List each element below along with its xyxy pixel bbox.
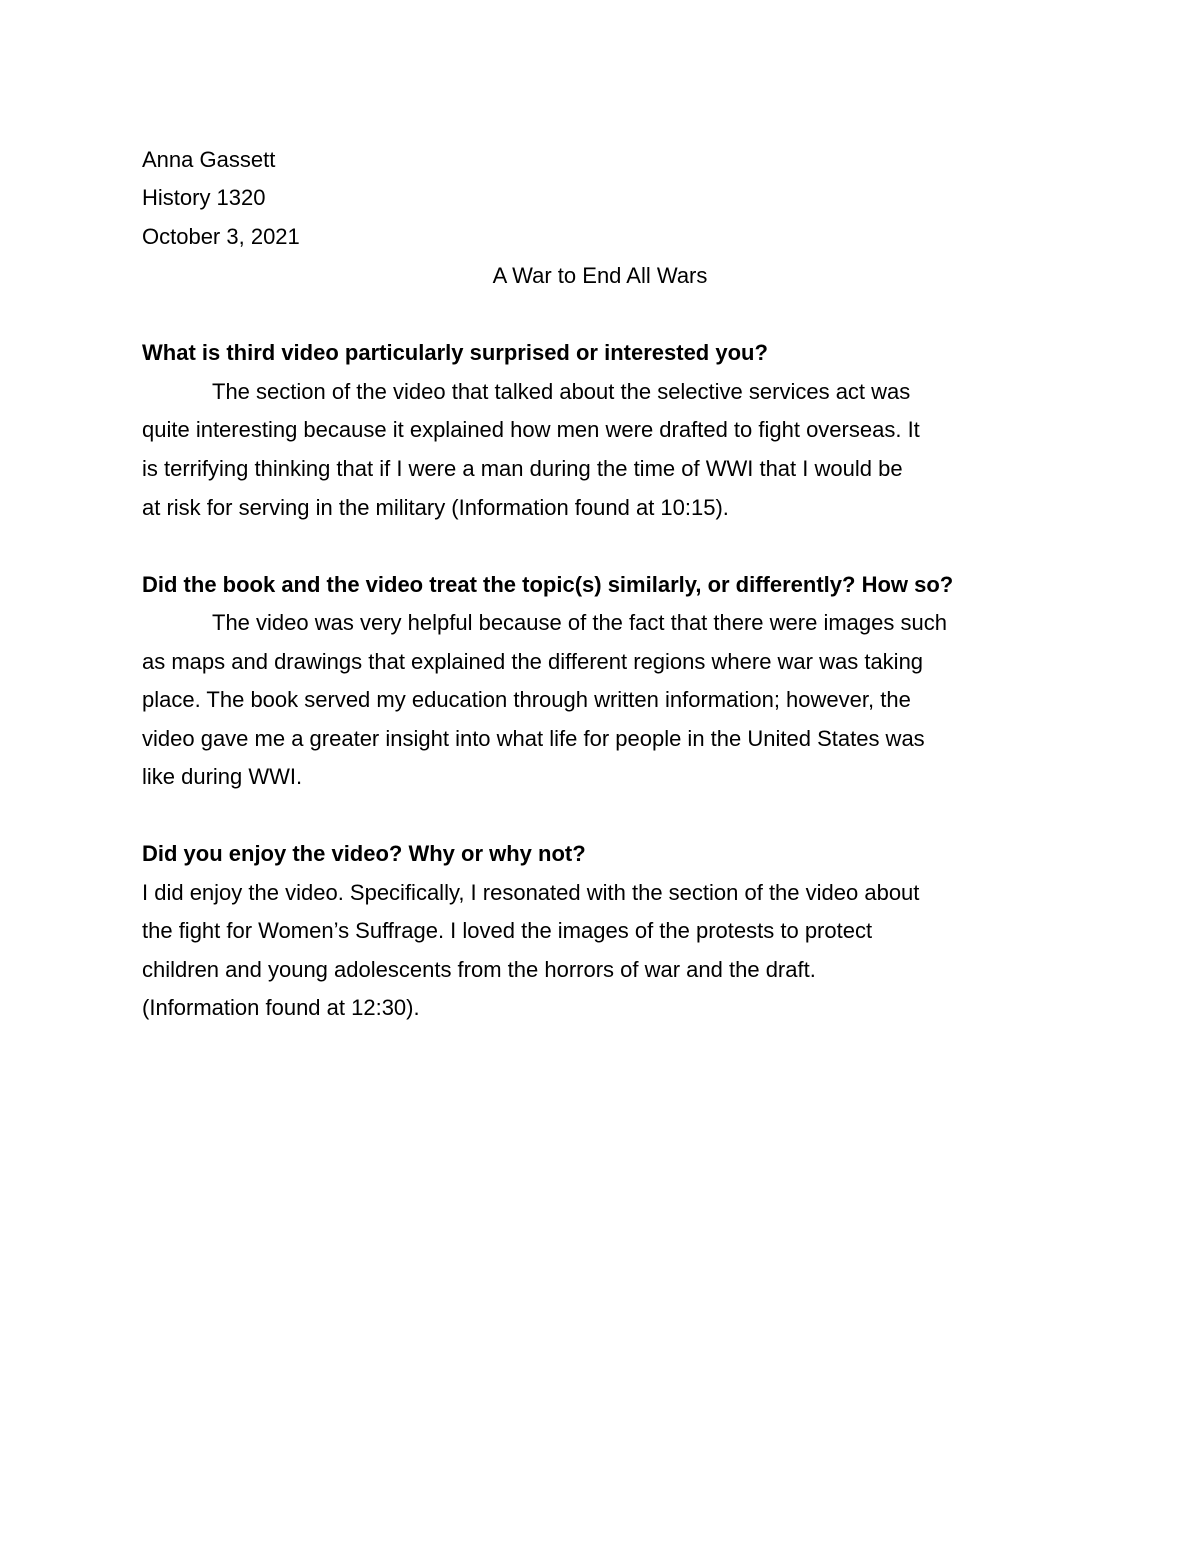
section-3-line: children and young adolescents from the horrors of war and the draft. (142, 957, 816, 982)
section-1-line: The section of the video that talked about the selective services act was (212, 379, 911, 404)
course-name: History 1320 (142, 185, 266, 210)
section-2-question: Did the book and the video treat the topic(s) similarly, or differently? How so? (142, 572, 954, 597)
document-date: October 3, 2021 (142, 224, 300, 249)
section-1-question: What is third video particularly surprised or interested you? (142, 340, 768, 365)
section-2-line: place. The book served my education through written information; however, the (142, 687, 911, 712)
section-3-question: Did you enjoy the video? Why or why not? (142, 841, 586, 866)
section-2-line: video gave me a greater insight into what life for people in the United States was (142, 726, 925, 751)
section-1-line: quite interesting because it explained how men were drafted to fight overseas. It (142, 417, 920, 442)
section-1-line: at risk for serving in the military (Information found at 10:15). (142, 495, 729, 520)
section-3-line: (Information found at 12:30). (142, 995, 420, 1020)
document-title: A War to End All Wars (492, 263, 708, 288)
section-1-line: is terrifying thinking that if I were a man during the time of WWI that I would be (142, 456, 903, 481)
section-3-line: I did enjoy the video. Specifically, I resonated with the section of the video about (142, 880, 920, 905)
section-3-line: the fight for Women’s Suffrage. I loved the images of the protests to protect (142, 918, 873, 943)
author-name: Anna Gassett (142, 147, 276, 172)
section-2-line: like during WWI. (142, 764, 303, 789)
section-2-line: The video was very helpful because of the fact that there were images such (212, 610, 947, 635)
section-2-line: as maps and drawings that explained the different regions where war was taking (142, 649, 924, 674)
